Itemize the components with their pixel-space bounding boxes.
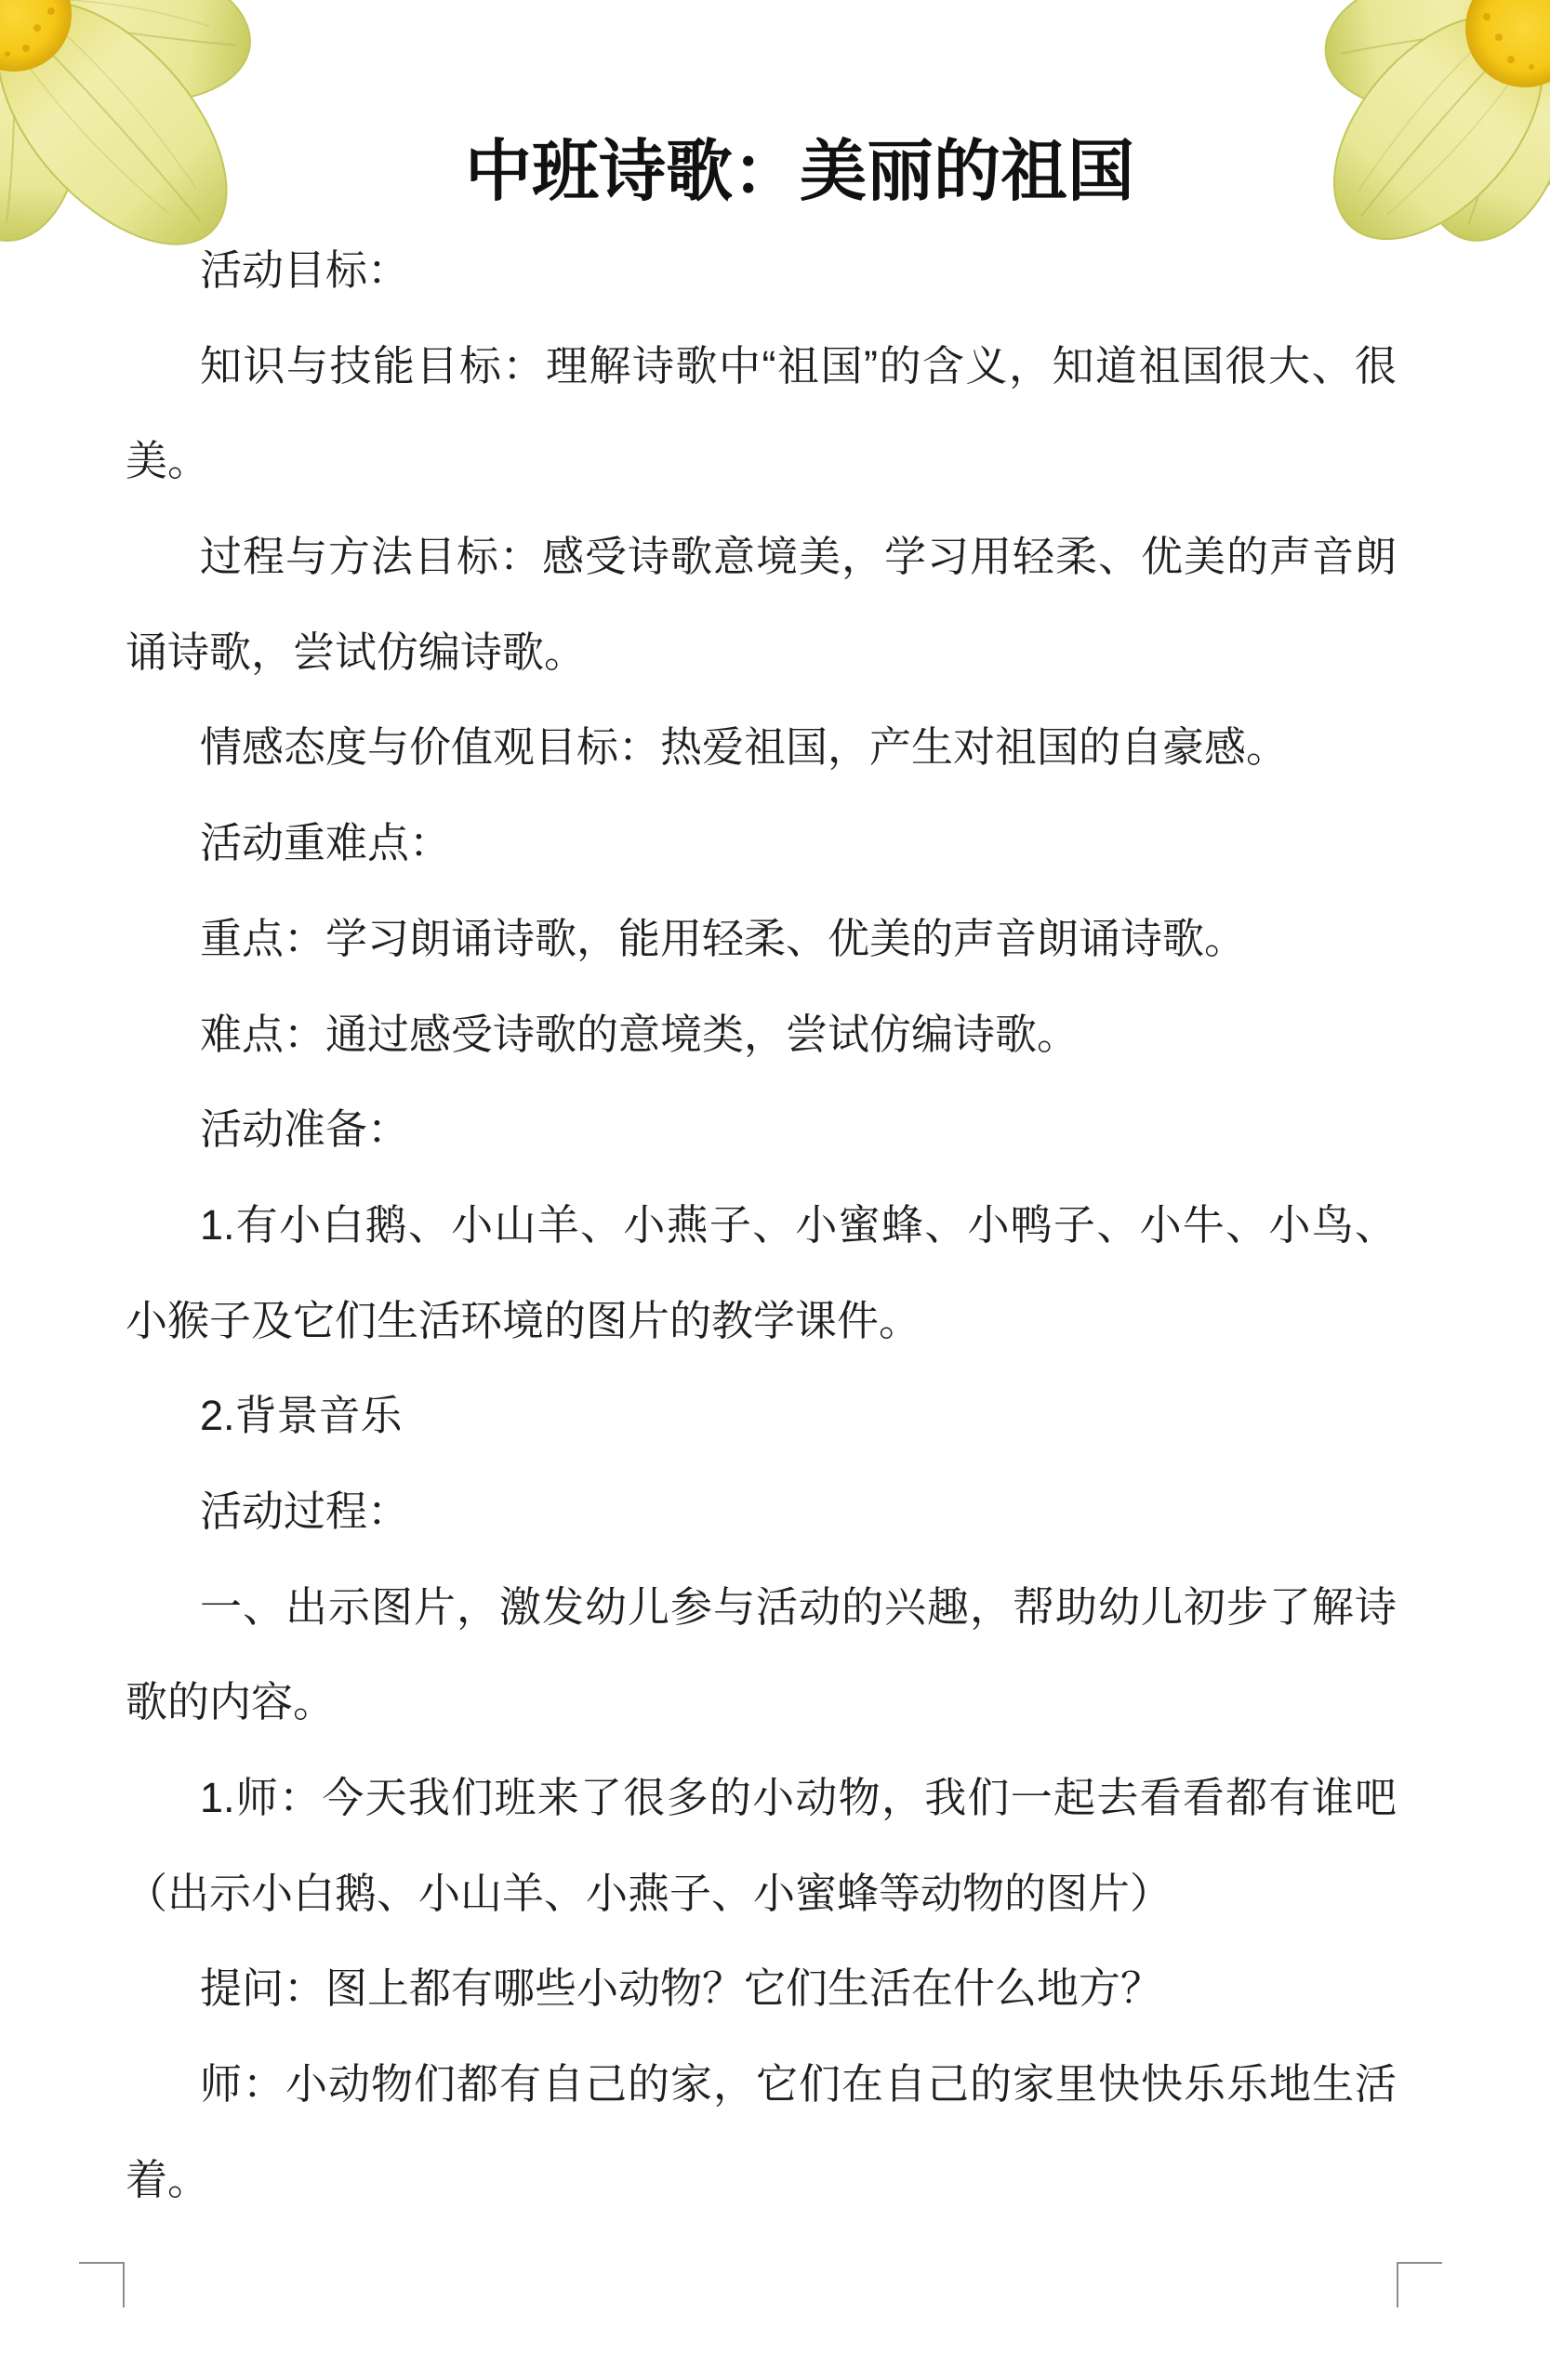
page-corner-mark-right bbox=[1397, 2262, 1442, 2307]
paragraph bbox=[126, 700, 1397, 796]
section-heading-preparation bbox=[126, 1082, 1397, 1178]
line: 活动准备： bbox=[200, 1105, 410, 1154]
line: （出示小白鹅、小山羊、小燕子、小蜜蜂等动物的图片） bbox=[126, 1869, 1172, 1917]
paragraph bbox=[126, 892, 1397, 987]
paragraph bbox=[126, 1368, 1397, 1464]
section-heading-goals bbox=[126, 223, 1397, 319]
line: 活动目标： bbox=[200, 246, 410, 294]
line: 1.有小白鹅、小山羊、小燕子、小蜜蜂、小鸭子、小牛、小鸟、 bbox=[200, 1200, 1397, 1249]
line: 过程与方法目标：感受诗歌意境美，学习用轻柔、优美的声音朗 bbox=[200, 533, 1397, 581]
line: 1.师：今天我们班来了很多的小动物，我们一起去看看都有谁吧 bbox=[200, 1774, 1397, 1821]
section-heading-key-points bbox=[126, 796, 1397, 892]
line: 2.背景音乐 bbox=[200, 1392, 403, 1440]
line: 一、出示图片，激发幼儿参与活动的兴趣，帮助幼儿初步了解诗 bbox=[200, 1582, 1397, 1631]
line: 诵诗歌，尝试仿编诗歌。 bbox=[126, 628, 587, 676]
paragraph bbox=[126, 1941, 1397, 2037]
section-heading-process bbox=[126, 1464, 1397, 1560]
paragraph bbox=[126, 319, 1397, 509]
line: 着。 bbox=[126, 2155, 210, 2203]
paragraph bbox=[126, 1751, 1397, 1941]
line: 知识与技能目标：理解诗歌中“祖国”的含义，知道祖国很大、很 bbox=[200, 341, 1397, 390]
paragraph bbox=[126, 1178, 1397, 1368]
line: 提问：图上都有哪些小动物？它们生活在什么地方？ bbox=[200, 1964, 1163, 2013]
paragraph bbox=[126, 1560, 1397, 1751]
document-title: 中班诗歌：美丽的祖国 bbox=[464, 135, 1134, 209]
line: 歌的内容。 bbox=[126, 1678, 336, 1726]
line: 重点：学习朗诵诗歌，能用轻柔、优美的声音朗诵诗歌。 bbox=[200, 914, 1247, 962]
line: 师：小动物们都有自己的家，它们在自己的家里快快乐乐地生活 bbox=[200, 2060, 1397, 2109]
line: 活动过程： bbox=[200, 1487, 410, 1535]
line: 小猴子及它们生活环境的图片的教学课件。 bbox=[126, 1296, 921, 1344]
paragraph bbox=[126, 987, 1397, 1083]
line: 难点：通过感受诗歌的意境类，尝试仿编诗歌。 bbox=[200, 1010, 1080, 1058]
line: 情感态度与价值观目标：热爱祖国，产生对祖国的自豪感。 bbox=[200, 723, 1289, 772]
document-body bbox=[126, 223, 1397, 2228]
paragraph bbox=[126, 2037, 1397, 2228]
line: 美。 bbox=[126, 437, 210, 485]
paragraph bbox=[126, 509, 1397, 700]
page-corner-mark-left bbox=[79, 2262, 125, 2307]
line: 活动重难点： bbox=[200, 819, 452, 867]
